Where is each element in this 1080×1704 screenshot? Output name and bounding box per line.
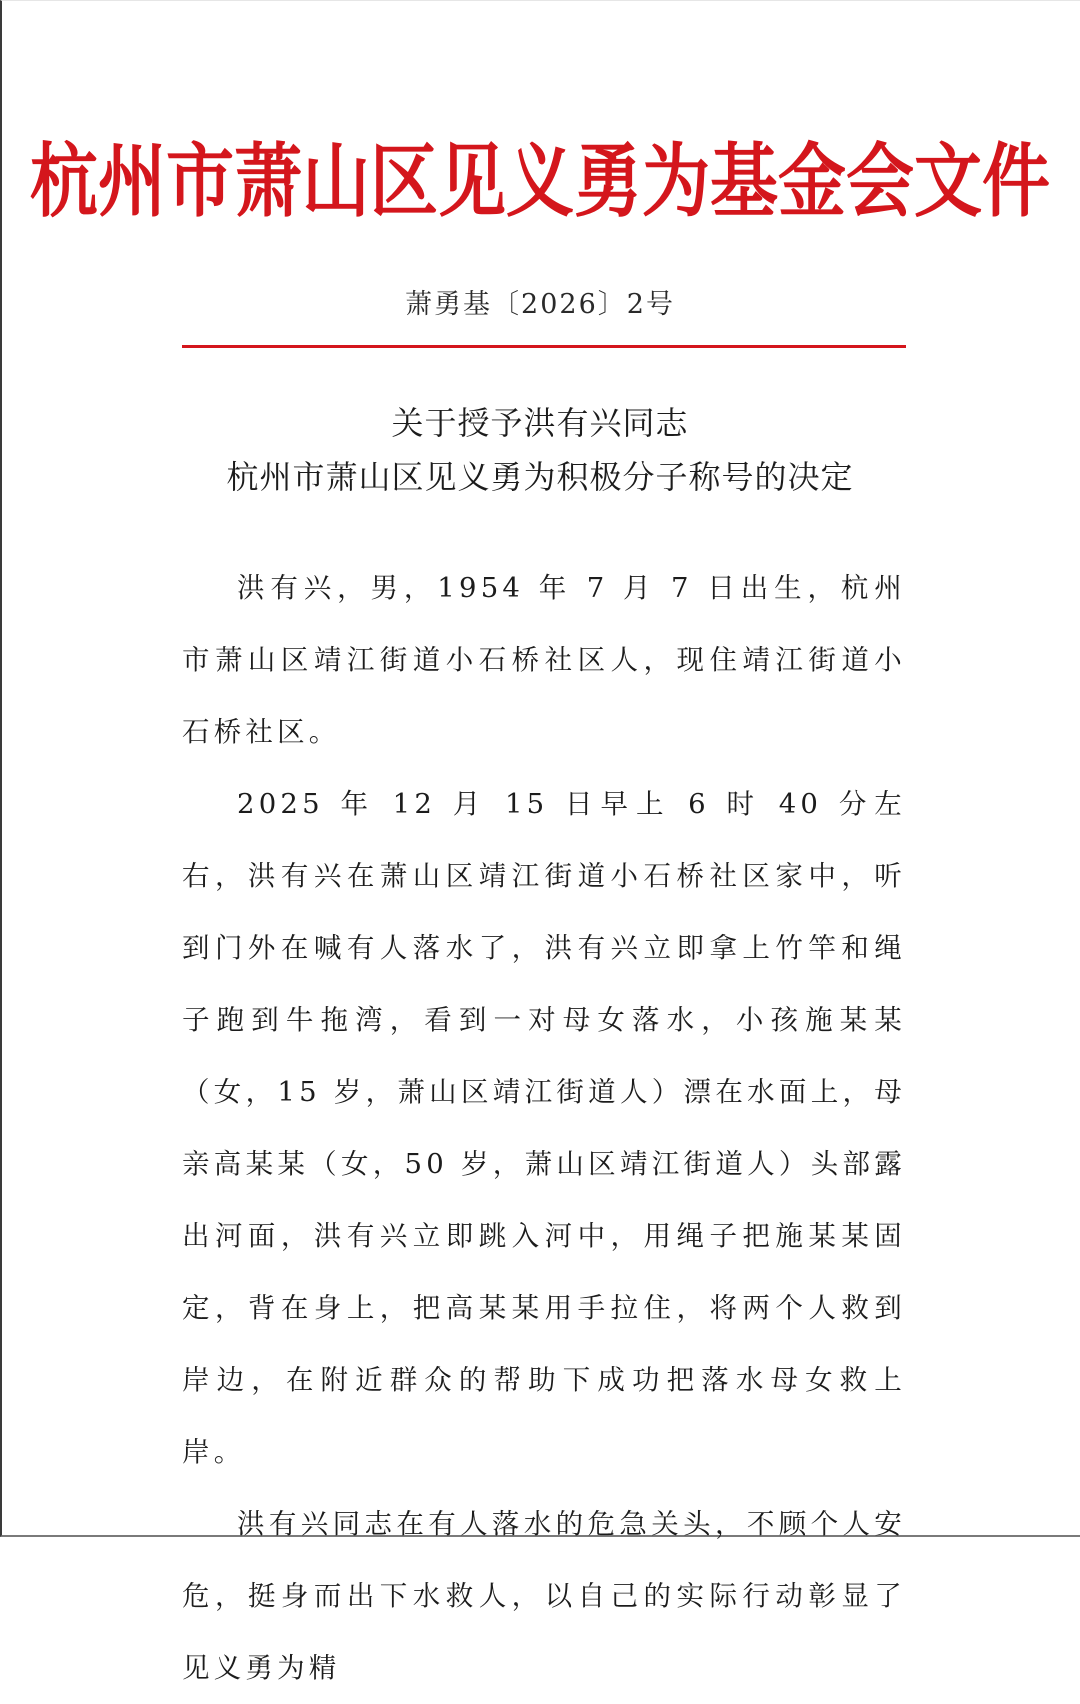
body-paragraph-1: 洪有兴，男，1954 年 7 月 7 日出生，杭州市萧山区靖江街道小石桥社区人，现住靖江街道小石桥社区。: [182, 572, 906, 748]
document-header-title: 杭州市萧山区见义勇为基金会文件: [29, 134, 1050, 229]
document-title-line-1: 关于授予洪有兴同志: [391, 404, 689, 442]
document-body: [182, 552, 906, 1704]
document-number: 萧勇基〔2026〕2号: [405, 289, 675, 320]
body-paragraph-3: 洪有兴同志在有人落水的危急关头，不顾个人安危，挺身而出下水救人，以自己的实际行动彰显了见义勇为精: [182, 1508, 906, 1684]
red-separator-line: [182, 345, 906, 348]
document-title-line-2: 杭州市萧山区见义勇为积极分子称号的决定: [226, 458, 854, 496]
body-paragraph-2: 2025 年 12 月 15 日早上 6 时 40 分左右，洪有兴在萧山区靖江街道小石桥社区家中，听到门外在喊有人落水了，洪有兴立即拿上竹竿和绳子跑到牛拖湾，看到一对母女落水，小孩施某某（女，15 岁，萧山区靖江街道人）漂在水面上，母亲高某某（女，50 岁，萧山区靖江街道人）头部露出河面，洪有兴立即跳入河中，用绳子把施某某固定，背在身上，把高某某用手拉住，将两个人救到岸边，在附近群众的帮助下成功把落水母女救上岸。: [182, 788, 906, 1468]
